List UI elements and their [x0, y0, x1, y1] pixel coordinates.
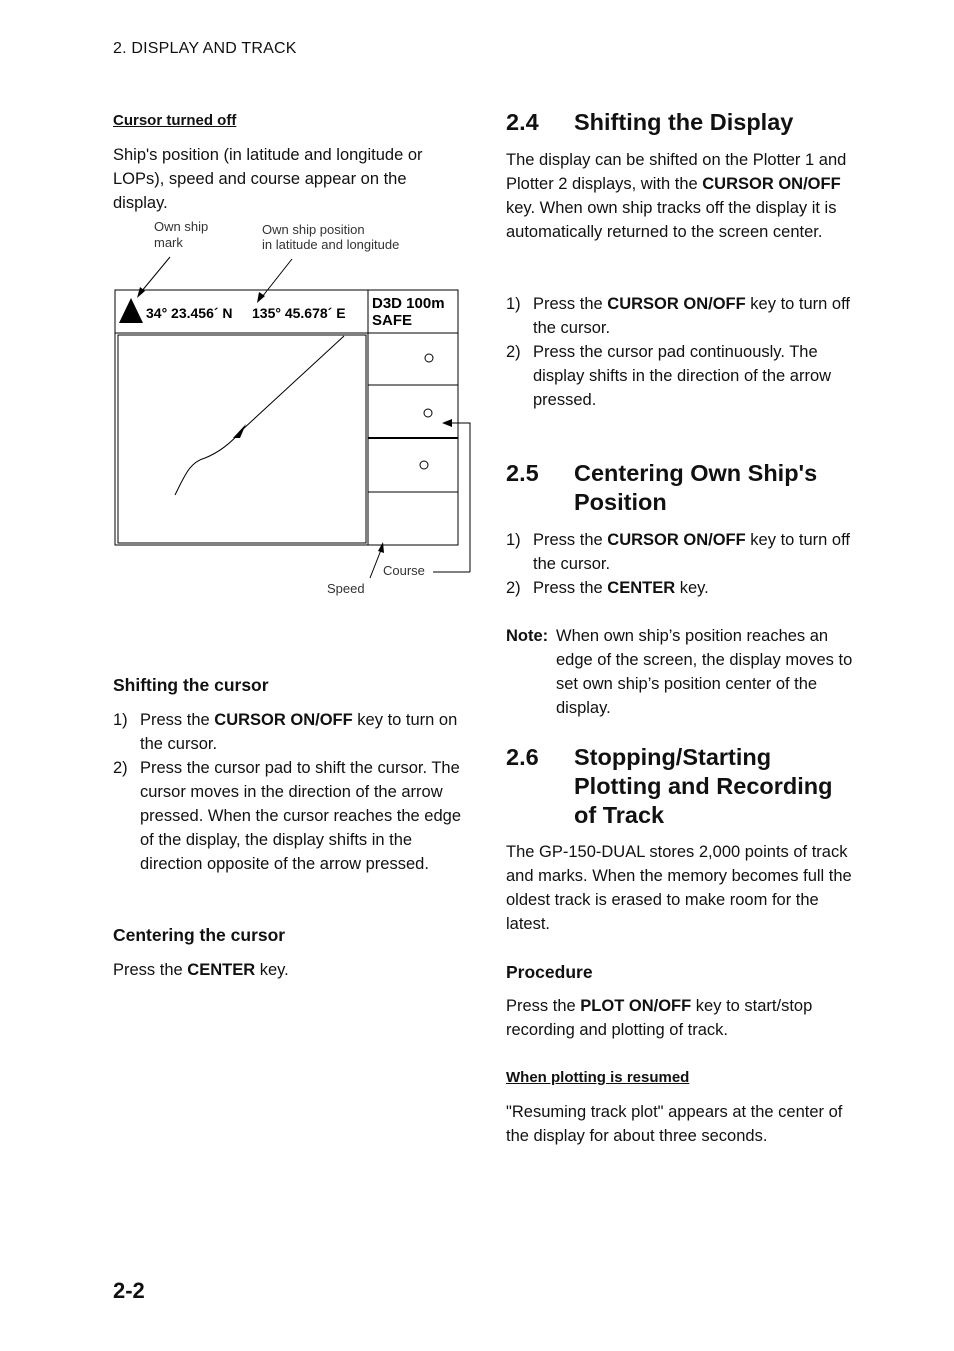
section-2-4-steps [506, 292, 861, 412]
data-circle-3 [420, 461, 428, 469]
mode-readout-2: SAFE [372, 312, 413, 329]
arrowhead-position [257, 292, 265, 303]
course-arrowhead [442, 419, 452, 427]
course-label: Course [383, 563, 425, 578]
running-header: 2. DISPLAY AND TRACK [113, 40, 297, 57]
latitude-readout: 34° 23.456´ N [146, 305, 233, 321]
list-item [506, 292, 861, 340]
longitude-readout: 135° 45.678´ E [252, 305, 346, 321]
key-name: CURSOR ON/OFF [607, 531, 746, 549]
step-text: Press the cursor pad continuously. The display shifts in the direction of the arrow pressed. [533, 343, 832, 409]
list-item [113, 756, 463, 876]
callout-own-ship-mark-1: Own ship [154, 219, 209, 234]
procedure-heading: Procedure [506, 962, 593, 982]
step-number: 2) [506, 343, 521, 361]
key-name: CURSOR ON/OFF [214, 711, 353, 729]
step-text: key to turn off the cursor. [533, 531, 850, 573]
callout-position-1: Own ship position [262, 222, 365, 237]
section-title: Stopping/Starting Plotting and Recording of Track [574, 744, 833, 828]
step-text: Press the cursor pad to shift the cursor. The cursor moves in the direction of the arrow pressed. When the cursor reaches the edge of the display, the display shifts in the direction opposite of the arrow pressed. [140, 759, 462, 873]
body-text: The display can be shifted on the Plotter 1 and Plotter 2 displays, with the [506, 151, 847, 193]
step-number: 2) [506, 579, 521, 597]
page-number: 2-2 [113, 1278, 145, 1303]
key-name: PLOT ON/OFF [580, 997, 692, 1015]
key-name: CURSOR ON/OFF [607, 295, 746, 313]
own-ship-arrow-icon [233, 424, 246, 438]
shifting-cursor-heading: Shifting the cursor [113, 675, 269, 695]
heading-line [242, 336, 344, 430]
list-item [506, 340, 861, 412]
section-2-5-title [506, 459, 866, 517]
plotter-frame-inner [118, 335, 366, 543]
step-text: key. [675, 579, 709, 597]
section-2-4-intro [506, 148, 851, 244]
section-number: 2.4 [506, 109, 539, 135]
data-circle-2 [424, 409, 432, 417]
speed-label: Speed [327, 581, 365, 596]
step-text: Press the [533, 531, 608, 549]
body-text: key. [255, 961, 289, 979]
note-text: When own ship’s position reaches an edge of the screen, the display moves to set own ship’s position center of the display. [556, 627, 853, 717]
body-text: key. When own ship tracks off the display it is automatically returned to the screen center. [506, 199, 837, 241]
section-number: 2.5 [506, 460, 539, 486]
section-2-6-body: The GP-150-DUAL stores 2,000 points of track and marks. When the memory becomes full the oldest track is erased to make room for the latest. [506, 843, 852, 933]
key-name: CENTER [607, 579, 676, 597]
cursor-off-body: Ship's position (in latitude and longitude or LOPs), speed and course appear on the display. [113, 146, 423, 212]
step-number: 1) [506, 295, 521, 313]
key-name: CURSOR ON/OFF [702, 175, 841, 193]
key-name: CENTER [187, 961, 256, 979]
speed-arrowhead [378, 542, 384, 553]
leader-line-mark [141, 257, 170, 292]
data-circle-1 [425, 354, 433, 362]
step-text: key to turn off the cursor. [533, 295, 850, 337]
shifting-cursor-steps [113, 708, 463, 876]
mode-readout-1: D3D 100m [372, 295, 445, 312]
note-block [506, 624, 861, 720]
step-text: Press the [533, 295, 608, 313]
own-ship-mark-icon [119, 298, 143, 323]
body-text: Press the [506, 997, 581, 1015]
centering-cursor-heading: Centering the cursor [113, 925, 286, 945]
centering-cursor-body [113, 958, 463, 982]
step-number: 2) [113, 759, 128, 777]
section-number: 2.6 [506, 744, 539, 770]
resumed-body: "Resuming track plot" appears at the center of the display for about three seconds. [506, 1103, 843, 1145]
section-title: Shifting the Display [574, 109, 794, 135]
track-line [175, 430, 242, 495]
section-title: Centering Own Ship's Position [574, 460, 818, 515]
section-2-5-steps [506, 528, 861, 600]
course-leader-vertical [448, 423, 470, 572]
resumed-heading: When plotting is resumed [506, 1069, 690, 1086]
list-item [113, 708, 463, 756]
plotter-frame-outer [115, 333, 368, 545]
section-2-6-title [506, 743, 866, 830]
leader-line-position [262, 259, 292, 297]
list-item [506, 576, 861, 600]
speed-leader [370, 550, 381, 578]
section-2-4-title [506, 108, 866, 137]
step-text: Press the [140, 711, 215, 729]
step-number: 1) [113, 711, 128, 729]
callout-own-ship-mark-2: mark [154, 235, 183, 250]
list-item [506, 528, 861, 576]
note-label: Note: [506, 627, 549, 645]
procedure-body [506, 994, 856, 1042]
step-text: Press the [533, 579, 608, 597]
body-text: Press the [113, 961, 188, 979]
step-text: key to turn on the cursor. [140, 711, 458, 753]
cursor-off-heading: Cursor turned off [113, 112, 237, 129]
callout-position-2: in latitude and longitude [262, 237, 400, 252]
step-number: 1) [506, 531, 521, 549]
body-text: key to start/stop recording and plotting of track. [506, 997, 813, 1039]
